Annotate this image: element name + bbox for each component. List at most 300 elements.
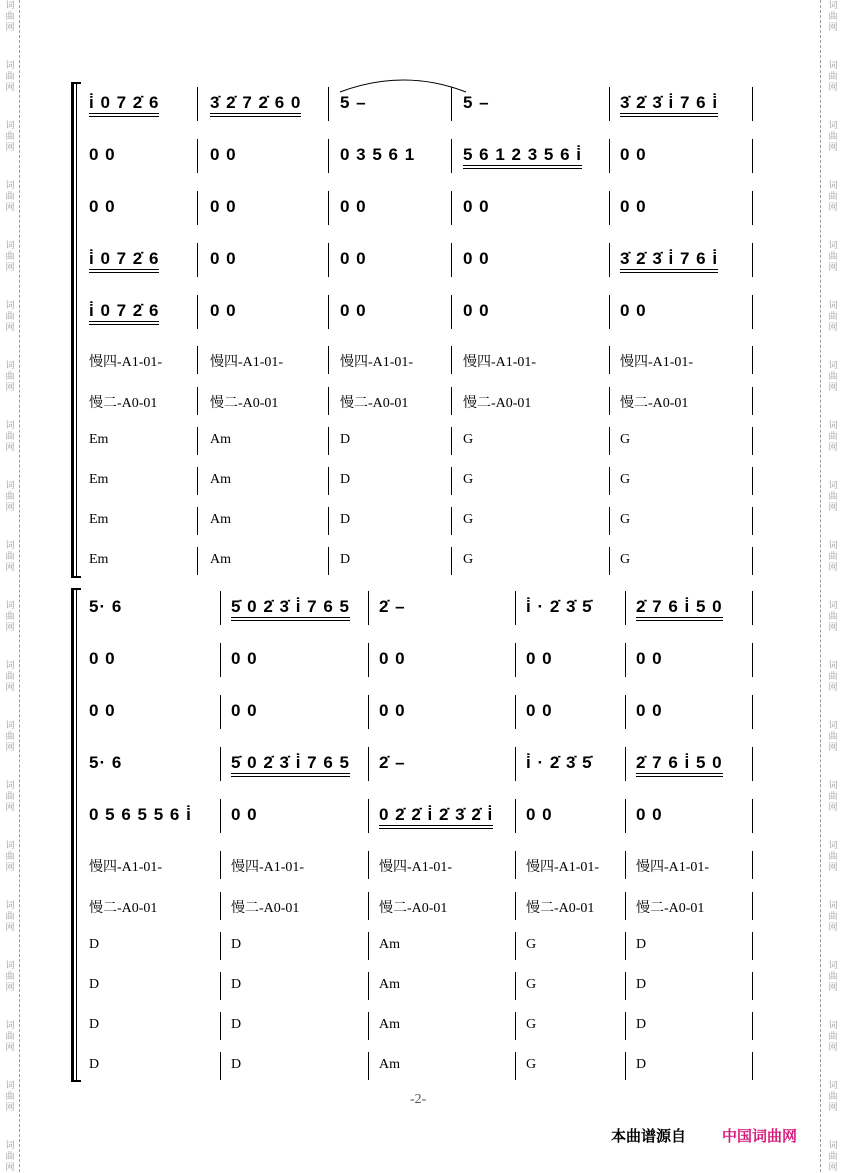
barline	[220, 932, 221, 960]
barline	[625, 1052, 626, 1080]
watermark-char: 网	[5, 563, 15, 573]
watermark-char: 词	[828, 241, 838, 251]
barline	[220, 799, 221, 833]
barline	[515, 1052, 516, 1080]
barline	[752, 467, 753, 495]
barline	[752, 243, 753, 277]
tie-slur	[338, 74, 470, 94]
notation-cell: 0 0	[89, 649, 116, 668]
barline	[752, 427, 753, 455]
chord-symbol: D	[231, 1017, 242, 1032]
barline	[197, 467, 198, 495]
barline	[515, 851, 516, 879]
watermark-char: 网	[828, 23, 838, 33]
barline	[220, 747, 221, 781]
watermark-char: 网	[5, 623, 15, 633]
barline	[451, 139, 452, 173]
barline	[515, 1012, 516, 1040]
watermark-char: 网	[828, 983, 838, 993]
watermark-char: 词	[5, 1021, 15, 1031]
barline	[625, 799, 626, 833]
chord-symbol: G	[526, 1017, 537, 1032]
watermark-char: 词	[828, 961, 838, 971]
chord-symbol: Am	[379, 1017, 400, 1032]
barline	[515, 591, 516, 625]
watermark-char: 网	[828, 863, 838, 873]
watermark-char: 词	[5, 841, 15, 851]
watermark-char: 网	[5, 803, 15, 813]
watermark-char: 网	[828, 143, 838, 153]
watermark-char: 词	[828, 841, 838, 851]
notation-cell: 0 0	[636, 805, 663, 824]
barline	[451, 346, 452, 374]
style-code-cell: 慢四-A1-01-	[89, 860, 163, 875]
notation-cell: 0 0	[526, 649, 553, 668]
barline	[368, 1052, 369, 1080]
watermark-char: 词	[828, 1021, 838, 1031]
notation-cell: 0 0	[340, 249, 367, 268]
watermark-char: 词	[5, 361, 15, 371]
barline	[220, 643, 221, 677]
watermark-char: 网	[5, 143, 15, 153]
notation-cell: 5̇ 0 2̇ 3̇ i̇ 7 6 5	[231, 597, 350, 621]
chord-symbol: D	[231, 937, 242, 952]
watermark-char: 曲	[828, 1032, 838, 1042]
watermark-char: 词	[5, 481, 15, 491]
barline	[220, 1012, 221, 1040]
barline	[197, 346, 198, 374]
barline	[609, 507, 610, 535]
notation-cell: 5· 6	[89, 597, 123, 616]
barline	[451, 243, 452, 277]
watermark-char: 词	[828, 601, 838, 611]
watermark-char: 曲	[5, 852, 15, 862]
watermark-char: 网	[5, 83, 15, 93]
watermark-char: 曲	[5, 1092, 15, 1102]
barline	[609, 346, 610, 374]
watermark-char: 词	[5, 601, 15, 611]
watermark-char: 曲	[5, 372, 15, 382]
barline	[197, 387, 198, 415]
style-code-cell: 慢二-A0-01	[636, 901, 705, 916]
watermark-char: 词	[5, 721, 15, 731]
notation-cell: 2̇ –	[379, 597, 406, 616]
watermark-char: 词	[5, 301, 15, 311]
barline	[328, 87, 329, 121]
chord-symbol: Am	[210, 472, 231, 487]
notation-cell: 0 0	[526, 701, 553, 720]
barline	[328, 295, 329, 329]
watermark-char: 曲	[828, 72, 838, 82]
chord-symbol: Em	[89, 512, 109, 527]
watermark-char: 网	[5, 683, 15, 693]
chord-symbol: D	[340, 472, 351, 487]
watermark-char: 词	[5, 541, 15, 551]
barline	[328, 191, 329, 225]
barline	[328, 243, 329, 277]
barline	[625, 892, 626, 920]
style-code-cell: 慢二-A0-01	[463, 396, 532, 411]
barline	[451, 295, 452, 329]
barline	[368, 892, 369, 920]
watermark-char: 网	[828, 83, 838, 93]
watermark-char: 曲	[5, 612, 15, 622]
chord-symbol: Em	[89, 432, 109, 447]
watermark-char: 词	[5, 241, 15, 251]
notation-cell: 3̇ 2̇ 3̇ i̇ 7 6 i̇	[620, 93, 718, 117]
barline	[752, 547, 753, 575]
watermark-char: 曲	[5, 132, 15, 142]
notation-cell: 5 –	[340, 93, 367, 112]
barline	[515, 932, 516, 960]
barline	[368, 1012, 369, 1040]
barline	[515, 695, 516, 729]
barline	[609, 427, 610, 455]
chord-symbol: G	[620, 432, 631, 447]
watermark-char: 曲	[828, 732, 838, 742]
watermark-char: 词	[5, 1081, 15, 1091]
barline	[752, 747, 753, 781]
watermark-char: 词	[5, 61, 15, 71]
watermark-char: 网	[828, 743, 838, 753]
barline	[625, 643, 626, 677]
barline	[220, 972, 221, 1000]
barline	[368, 851, 369, 879]
watermark-char: 网	[828, 383, 838, 393]
watermark-char: 曲	[828, 192, 838, 202]
notation-cell: 0 0	[379, 701, 406, 720]
notation-cell: i̇ · 2̇ 3̇ 5̇	[526, 597, 593, 616]
chord-symbol: G	[526, 1057, 537, 1072]
watermark-char: 词	[828, 721, 838, 731]
barline	[197, 547, 198, 575]
barline	[220, 1052, 221, 1080]
watermark-char: 词	[5, 661, 15, 671]
watermark-char: 词	[828, 181, 838, 191]
barline	[515, 643, 516, 677]
barline	[625, 747, 626, 781]
left-margin-guide	[19, 0, 20, 1172]
watermark-char: 曲	[828, 552, 838, 562]
barline	[609, 295, 610, 329]
barline	[451, 467, 452, 495]
watermark-char: 曲	[828, 252, 838, 262]
chord-symbol: G	[526, 977, 537, 992]
barline	[625, 591, 626, 625]
watermark-char: 网	[828, 1103, 838, 1113]
notation-cell: 0 3 5 6 1	[340, 145, 416, 164]
watermark-char: 词	[5, 1141, 15, 1151]
barline	[752, 507, 753, 535]
barline	[197, 191, 198, 225]
watermark-char: 词	[5, 901, 15, 911]
notation-cell: 2̇ 7 6 i̇ 5 0	[636, 597, 723, 621]
watermark-char: 曲	[828, 852, 838, 862]
barline	[625, 851, 626, 879]
barline	[368, 799, 369, 833]
barline	[197, 139, 198, 173]
watermark-char: 词	[828, 301, 838, 311]
barline	[752, 191, 753, 225]
watermark-char: 网	[5, 203, 15, 213]
watermark-char: 词	[828, 481, 838, 491]
watermark-char: 曲	[828, 1092, 838, 1102]
barline	[515, 799, 516, 833]
style-code-cell: 慢四-A1-01-	[526, 860, 600, 875]
barline	[515, 972, 516, 1000]
system-bracket	[71, 588, 83, 1082]
watermark-char: 网	[5, 443, 15, 453]
watermark-char: 网	[5, 1103, 15, 1113]
watermark-char: 网	[5, 743, 15, 753]
notation-cell: 0 0	[636, 649, 663, 668]
watermark-char: 词	[828, 1, 838, 11]
barline	[752, 695, 753, 729]
chord-symbol: G	[463, 472, 474, 487]
watermark-char: 曲	[5, 552, 15, 562]
barline	[752, 799, 753, 833]
style-code-cell: 慢四-A1-01-	[210, 355, 284, 370]
notation-cell: 0 0	[231, 805, 258, 824]
style-code-cell: 慢四-A1-01-	[636, 860, 710, 875]
chord-symbol: G	[620, 472, 631, 487]
style-code-cell: 慢二-A0-01	[210, 396, 279, 411]
watermark-char: 词	[5, 421, 15, 431]
watermark-char: 网	[5, 1043, 15, 1053]
barline	[752, 1012, 753, 1040]
watermark-char: 曲	[828, 912, 838, 922]
watermark-char: 网	[5, 383, 15, 393]
barline	[609, 87, 610, 121]
watermark-char: 词	[828, 781, 838, 791]
barline	[368, 591, 369, 625]
watermark-char: 网	[5, 503, 15, 513]
watermark-char: 网	[5, 323, 15, 333]
chord-symbol: G	[620, 552, 631, 567]
style-code-cell: 慢四-A1-01-	[231, 860, 305, 875]
style-code-cell: 慢二-A0-01	[89, 901, 158, 916]
chord-symbol: D	[636, 1017, 647, 1032]
watermark-char: 网	[828, 683, 838, 693]
watermark-char: 曲	[828, 432, 838, 442]
chord-symbol: Am	[379, 977, 400, 992]
notation-cell: 2̇ 7 6 i̇ 5 0	[636, 753, 723, 777]
barline	[197, 427, 198, 455]
barline	[752, 972, 753, 1000]
watermark-char: 曲	[5, 252, 15, 262]
notation-cell: 0 0	[89, 145, 116, 164]
notation-cell: 0 0	[463, 301, 490, 320]
chord-symbol: G	[620, 512, 631, 527]
barline	[451, 427, 452, 455]
barline	[752, 346, 753, 374]
style-code-cell: 慢四-A1-01-	[379, 860, 453, 875]
notation-cell: i̇ · 2̇ 3̇ 5̇	[526, 753, 593, 772]
chord-symbol: D	[89, 1017, 100, 1032]
watermark-char: 网	[828, 443, 838, 453]
notation-cell: 0 0	[210, 197, 237, 216]
watermark-char: 曲	[828, 372, 838, 382]
style-code-cell: 慢四-A1-01-	[89, 355, 163, 370]
notation-cell: 0 0	[210, 249, 237, 268]
style-code-cell: 慢二-A0-01	[526, 901, 595, 916]
watermark-char: 网	[828, 923, 838, 933]
notation-cell: 0 0	[636, 701, 663, 720]
barline	[609, 547, 610, 575]
chord-symbol: Am	[379, 937, 400, 952]
notation-cell: 0 5 6 5 5 6 i̇	[89, 805, 192, 824]
watermark-char: 曲	[828, 492, 838, 502]
chord-symbol: D	[636, 977, 647, 992]
watermark-char: 词	[828, 1141, 838, 1151]
chord-symbol: Am	[379, 1057, 400, 1072]
watermark-char: 曲	[5, 792, 15, 802]
watermark-char: 曲	[5, 492, 15, 502]
barline	[368, 932, 369, 960]
notation-cell: 2̇ –	[379, 753, 406, 772]
watermark-char: 曲	[5, 1152, 15, 1162]
watermark-char: 曲	[828, 792, 838, 802]
barline	[197, 87, 198, 121]
barline	[752, 387, 753, 415]
watermark-char: 曲	[828, 612, 838, 622]
barline	[609, 467, 610, 495]
notation-cell: 5 –	[463, 93, 490, 112]
watermark-char: 词	[828, 421, 838, 431]
watermark-char: 词	[828, 541, 838, 551]
chord-symbol: D	[89, 1057, 100, 1072]
chord-symbol: D	[340, 552, 351, 567]
style-code-cell: 慢二-A0-01	[340, 396, 409, 411]
chord-symbol: Em	[89, 552, 109, 567]
barline	[451, 547, 452, 575]
watermark-char: 曲	[5, 12, 15, 22]
barline	[752, 295, 753, 329]
barline	[752, 1052, 753, 1080]
watermark-char: 网	[828, 1043, 838, 1053]
watermark-char: 词	[5, 781, 15, 791]
watermark-char: 曲	[828, 312, 838, 322]
watermark-char: 网	[828, 1163, 838, 1173]
barline	[328, 547, 329, 575]
barline	[625, 932, 626, 960]
watermark-char: 网	[828, 503, 838, 513]
barline	[328, 387, 329, 415]
source-label: 本曲谱源自	[611, 1127, 687, 1145]
watermark-char: 词	[828, 661, 838, 671]
chord-symbol: G	[463, 552, 474, 567]
chord-symbol: G	[526, 937, 537, 952]
barline	[368, 747, 369, 781]
style-code-cell: 慢二-A0-01	[89, 396, 158, 411]
barline	[197, 507, 198, 535]
watermark-char: 词	[5, 1, 15, 11]
chord-symbol: G	[463, 512, 474, 527]
notation-cell: 5̇ 0 2̇ 3̇ i̇ 7 6 5	[231, 753, 350, 777]
watermark-char: 词	[828, 901, 838, 911]
barline	[220, 851, 221, 879]
notation-cell: 0 2̇ 2̇ i̇ 2̇ 3̇ 2̇ i̇	[379, 805, 493, 829]
chord-symbol: D	[636, 1057, 647, 1072]
left-watermark-column	[3, 0, 17, 1172]
barline	[328, 467, 329, 495]
notation-cell: 0 0	[463, 249, 490, 268]
system-bracket	[71, 82, 83, 578]
notation-cell: 0 0	[89, 701, 116, 720]
notation-cell: 3̇ 2̇ 7 2̇ 6 0	[210, 93, 301, 117]
chord-symbol: Am	[210, 512, 231, 527]
watermark-char: 网	[5, 863, 15, 873]
notation-cell: 0 0	[620, 197, 647, 216]
barline	[451, 191, 452, 225]
right-watermark-column	[826, 0, 840, 1172]
barline	[451, 507, 452, 535]
watermark-char: 词	[828, 61, 838, 71]
watermark-char: 曲	[5, 672, 15, 682]
barline	[368, 695, 369, 729]
barline	[197, 295, 198, 329]
notation-cell: 5 6 1 2 3 5 6 i̇	[463, 145, 582, 169]
chord-symbol: Am	[210, 552, 231, 567]
barline	[609, 243, 610, 277]
site-name-link[interactable]: 中国词曲网	[722, 1127, 798, 1145]
notation-cell: 5· 6	[89, 753, 123, 772]
right-margin-guide	[820, 0, 821, 1172]
barline	[752, 87, 753, 121]
notation-cell: i̇ 0 7 2̇ 6	[89, 249, 159, 273]
barline	[328, 507, 329, 535]
notation-cell: 0 0	[340, 301, 367, 320]
barline	[625, 695, 626, 729]
barline	[368, 643, 369, 677]
barline	[368, 972, 369, 1000]
barline	[752, 932, 753, 960]
barline	[220, 892, 221, 920]
notation-cell: 0 0	[463, 197, 490, 216]
notation-cell: 0 0	[210, 145, 237, 164]
watermark-char: 网	[5, 923, 15, 933]
barline	[328, 427, 329, 455]
watermark-char: 网	[828, 323, 838, 333]
watermark-char: 词	[5, 121, 15, 131]
watermark-char: 网	[5, 1163, 15, 1173]
notation-cell: 0 0	[340, 197, 367, 216]
watermark-char: 词	[828, 121, 838, 131]
chord-symbol: D	[636, 937, 647, 952]
watermark-char: 网	[828, 263, 838, 273]
notation-cell: 0 0	[231, 701, 258, 720]
barline	[752, 591, 753, 625]
watermark-char: 曲	[5, 72, 15, 82]
notation-cell: 0 0	[620, 301, 647, 320]
chord-symbol: D	[89, 937, 100, 952]
barline	[625, 972, 626, 1000]
notation-cell: 0 0	[89, 197, 116, 216]
watermark-char: 词	[828, 361, 838, 371]
chord-symbol: D	[89, 977, 100, 992]
watermark-char: 曲	[5, 732, 15, 742]
watermark-char: 网	[828, 803, 838, 813]
notation-cell: 0 0	[526, 805, 553, 824]
barline	[197, 243, 198, 277]
watermark-char: 词	[5, 181, 15, 191]
watermark-char: 曲	[828, 1152, 838, 1162]
watermark-char: 曲	[828, 672, 838, 682]
barline	[752, 139, 753, 173]
style-code-cell: 慢二-A0-01	[379, 901, 448, 916]
style-code-cell: 慢四-A1-01-	[340, 355, 414, 370]
watermark-char: 曲	[828, 972, 838, 982]
